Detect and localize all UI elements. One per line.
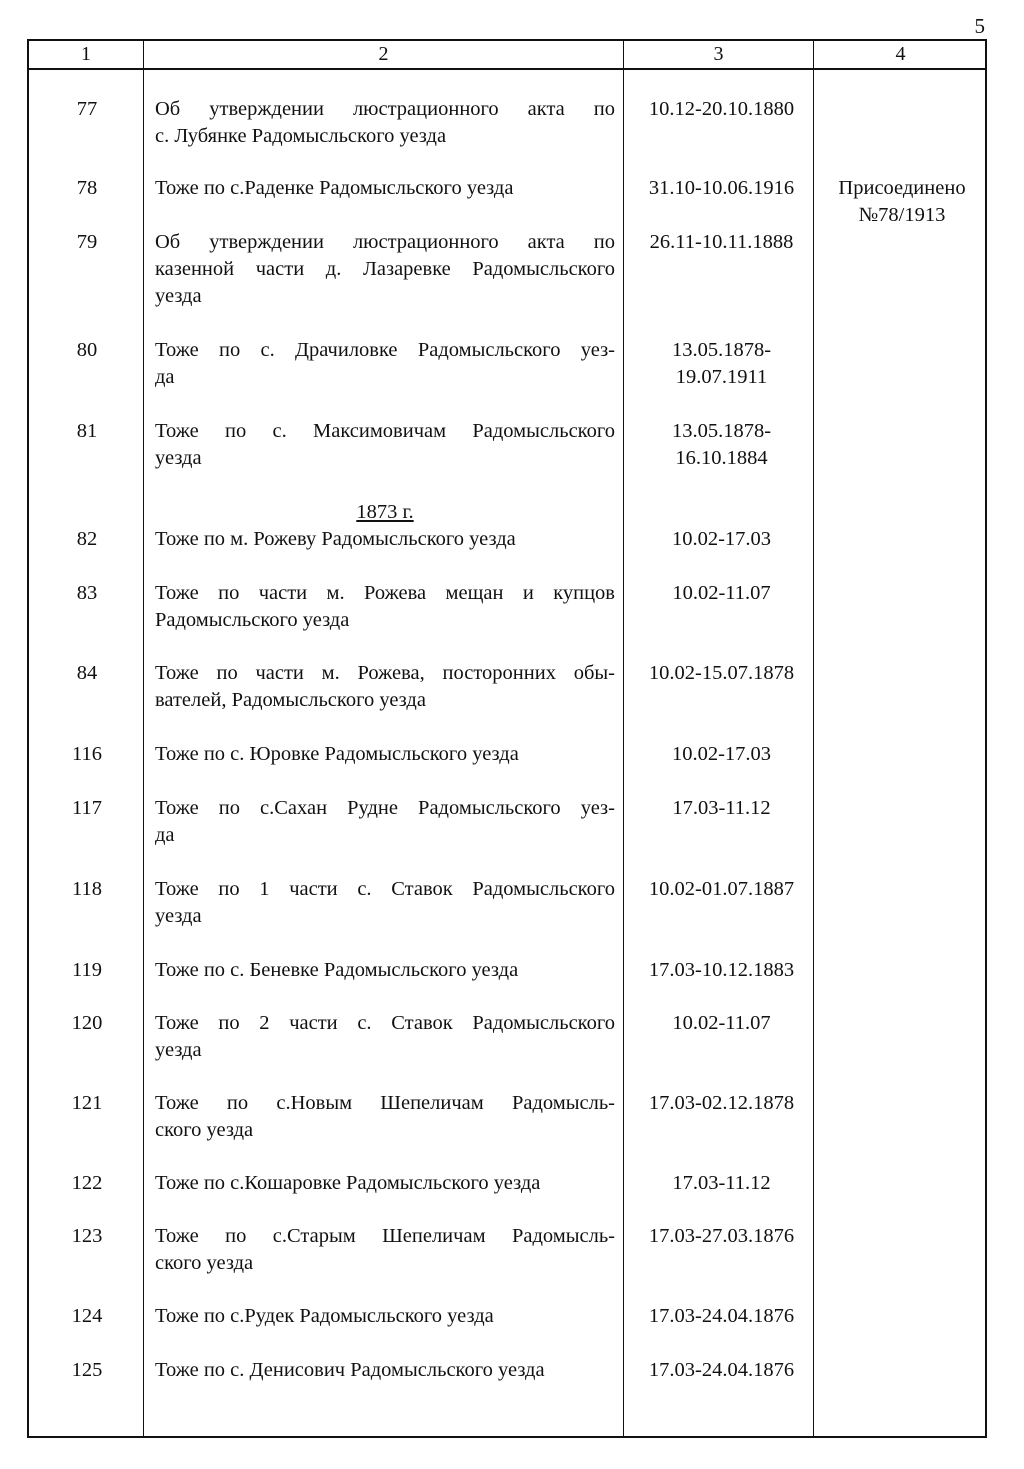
page-number: 5 — [974, 14, 985, 38]
row-number: 81 — [76, 420, 98, 442]
row-title — [155, 175, 615, 202]
row-number: 84 — [76, 662, 98, 684]
row-note — [819, 175, 985, 229]
row-dates — [629, 1090, 814, 1117]
row-dates — [629, 795, 814, 822]
date-line: 10.02-15.07.1878 — [648, 662, 795, 684]
date-line: 10.02-17.03 — [671, 743, 772, 765]
title-line: Тоже по 1 части с. Ставок Радомысльского — [155, 878, 615, 900]
date-line: 17.03-24.04.1876 — [648, 1359, 795, 1381]
row-number: 125 — [71, 1359, 103, 1381]
title-line: Тоже по с.Старым Шепеличам Радомысль- — [155, 1225, 615, 1247]
title-line: уезда — [155, 447, 202, 469]
title-line: Тоже по с.Рудек Радомысльского уезда — [155, 1305, 494, 1327]
date-line: 17.03-11.12 — [672, 797, 771, 819]
row-dates — [629, 1223, 814, 1250]
title-line: уезда — [155, 285, 202, 307]
row-title — [155, 1303, 615, 1330]
title-line: Об утверждении люстрационного акта по — [155, 231, 615, 253]
date-line: 17.03-10.12.1883 — [648, 959, 795, 981]
title-line: Тоже по части м. Рожева, посторонних обы- — [155, 662, 615, 684]
date-line: 19.07.1911 — [675, 366, 768, 388]
title-line: с. Лубянке Радомысльского уезда — [155, 125, 447, 147]
title-line: вателей, Радомысльского уезда — [155, 689, 426, 711]
title-line: Радомысльского уезда — [155, 609, 350, 631]
row-title — [155, 1357, 615, 1384]
row-dates — [629, 741, 814, 768]
row-dates — [629, 1357, 814, 1384]
year-heading: 1873 г. — [356, 501, 414, 523]
title-line: Тоже по с.Сахан Рудне Радомысльского уез- — [155, 797, 615, 819]
title-line: ского уезда — [155, 1252, 254, 1274]
row-title — [155, 1010, 615, 1064]
date-line: 10.02-11.07 — [672, 582, 771, 604]
title-line: Тоже по с. Максимовичам Радомысльского — [155, 420, 615, 442]
row-title — [155, 660, 615, 714]
row-number: 119 — [72, 959, 102, 981]
column-divider — [623, 41, 624, 1436]
row-title — [155, 580, 615, 634]
title-line: Тоже по с.Кошаровке Радомысльского уезда — [155, 1172, 541, 1194]
date-line: 10.12-20.10.1880 — [648, 98, 795, 120]
row-number: 123 — [71, 1225, 103, 1247]
row-dates — [629, 418, 814, 472]
title-line: ского уезда — [155, 1119, 254, 1141]
date-line: 16.10.1884 — [675, 447, 768, 469]
row-title — [155, 526, 615, 553]
row-dates — [629, 526, 814, 553]
date-line: 10.02-17.03 — [671, 528, 772, 550]
title-line: Об утверждении люстрационного акта по — [155, 98, 615, 120]
date-line: 26.11-10.11.1888 — [649, 231, 794, 253]
date-line: 17.03-11.12 — [672, 1172, 771, 1194]
row-number: 77 — [76, 98, 98, 120]
date-line: 13.05.1878- — [671, 339, 772, 361]
header-col-3: 3 — [713, 43, 724, 65]
row-title — [155, 229, 615, 310]
row-dates — [629, 1010, 814, 1037]
title-line: Тоже по с. Денисович Радомысльского уезда — [155, 1359, 545, 1381]
title-line: уезда — [155, 1039, 202, 1061]
title-line: Тоже по с. Беневке Радомысльского уезда — [155, 959, 519, 981]
row-dates — [629, 175, 814, 202]
title-line: Тоже по с.Раденке Радомысльского уезда — [155, 177, 514, 199]
date-line: 17.03-02.12.1878 — [648, 1092, 795, 1114]
title-line: да — [155, 824, 175, 846]
date-line: 17.03-27.03.1876 — [648, 1225, 795, 1247]
row-number: 118 — [72, 878, 102, 900]
row-number: 82 — [76, 528, 98, 550]
row-title — [155, 1170, 615, 1197]
row-number: 117 — [72, 797, 102, 819]
row-title — [155, 795, 615, 849]
header-col-4: 4 — [895, 43, 906, 65]
note-line: №78/1913 — [858, 204, 946, 226]
title-line: Тоже по с. Юровке Радомысльского уезда — [155, 743, 519, 765]
row-title — [155, 1223, 615, 1277]
row-title — [155, 1090, 615, 1144]
row-title — [155, 876, 615, 930]
row-dates — [629, 1170, 814, 1197]
row-number: 116 — [72, 743, 102, 765]
row-dates — [629, 1303, 814, 1330]
title-line: уезда — [155, 905, 202, 927]
row-title — [155, 957, 615, 984]
row-number: 83 — [76, 582, 98, 604]
row-number: 121 — [71, 1092, 103, 1114]
date-line: 17.03-24.04.1876 — [648, 1305, 795, 1327]
row-title — [155, 337, 615, 391]
row-number: 80 — [76, 339, 98, 361]
row-dates — [629, 580, 814, 607]
title-line: Тоже по с.Новым Шепеличам Радомысль- — [155, 1092, 615, 1114]
title-line: Тоже по 2 части с. Ставок Радомысльского — [155, 1012, 615, 1034]
date-line: 10.02-11.07 — [672, 1012, 771, 1034]
title-line: Тоже по с. Драчиловке Радомысльского уез- — [155, 339, 615, 361]
row-dates — [629, 96, 814, 123]
header-col-2: 2 — [378, 43, 389, 65]
row-number: 120 — [71, 1012, 103, 1034]
header-divider — [29, 68, 985, 70]
title-line: Тоже по м. Рожеву Радомысльского уезда — [155, 528, 516, 550]
title-line: казенной части д. Лазаревке Радомысльского — [155, 258, 615, 280]
title-line: да — [155, 366, 175, 388]
row-number: 78 — [76, 177, 98, 199]
date-line: 13.05.1878- — [671, 420, 772, 442]
date-line: 10.02-01.07.1887 — [648, 878, 795, 900]
row-dates — [629, 229, 814, 256]
date-line: 31.10-10.06.1916 — [648, 177, 795, 199]
note-line: Присоединено — [838, 177, 966, 199]
row-dates — [629, 660, 814, 687]
row-number: 124 — [71, 1305, 103, 1327]
row-title — [155, 418, 615, 472]
header-col-1: 1 — [81, 43, 91, 65]
row-dates — [629, 876, 814, 903]
row-dates — [629, 957, 814, 984]
title-line: Тоже по части м. Рожева мещан и купцов — [155, 582, 615, 604]
row-number: 79 — [76, 231, 98, 253]
inventory-table — [27, 39, 987, 1438]
row-title — [155, 96, 615, 150]
row-title — [155, 741, 615, 768]
row-dates — [629, 337, 814, 391]
row-number: 122 — [71, 1172, 103, 1194]
